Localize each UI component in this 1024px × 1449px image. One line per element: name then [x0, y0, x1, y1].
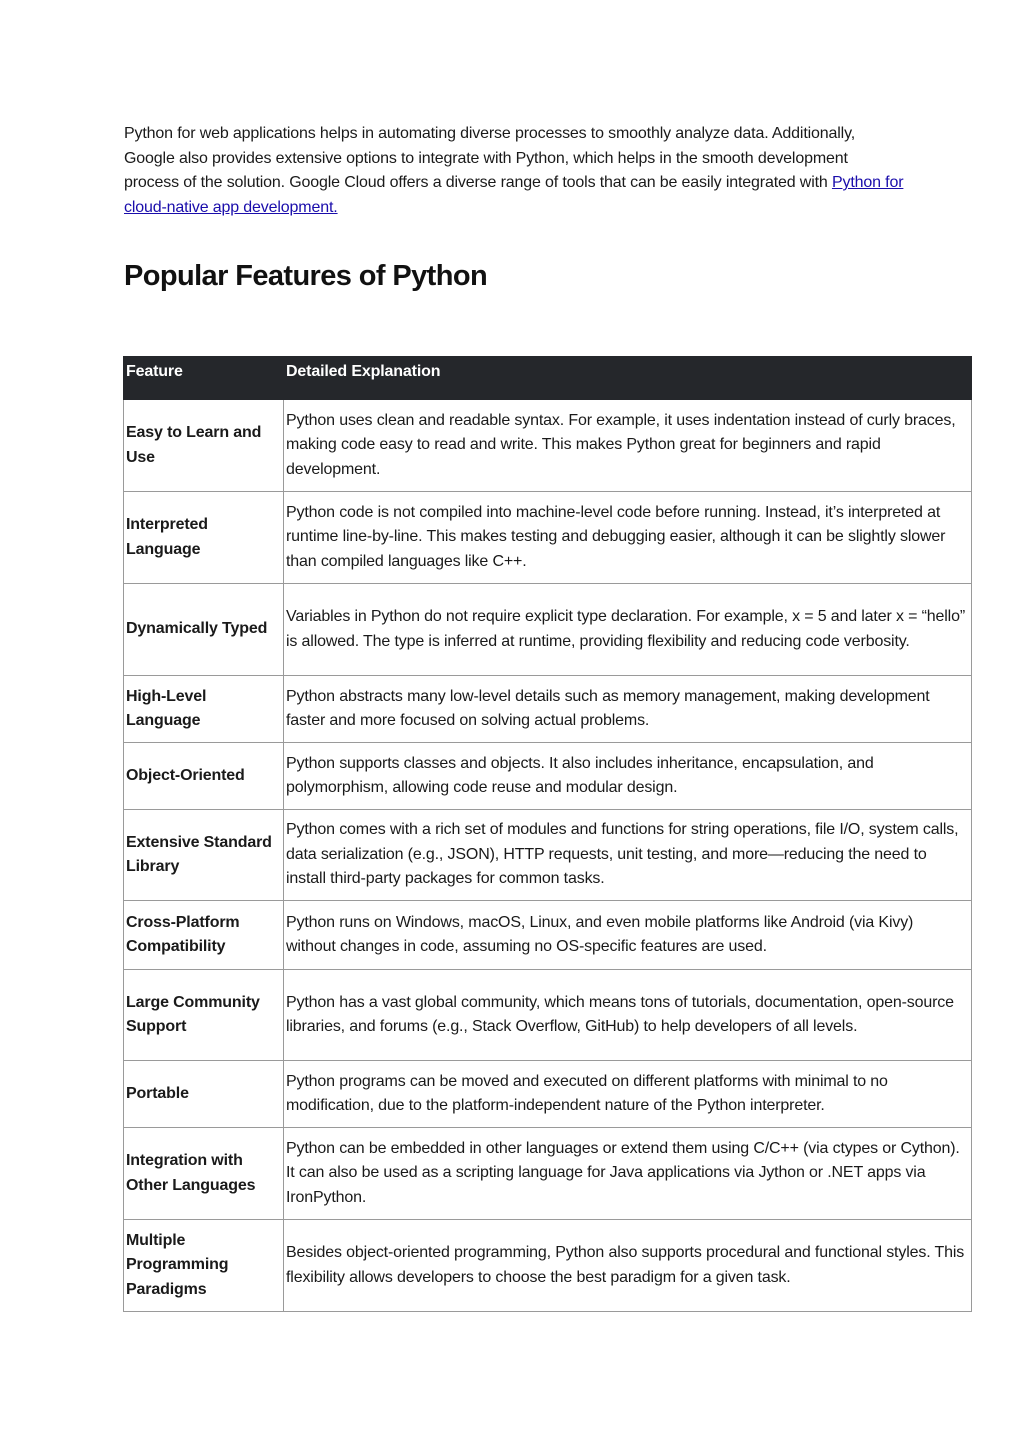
feature-cell: Interpreted Language: [124, 492, 284, 584]
table-row: [124, 1061, 972, 1128]
table-row: [124, 1220, 972, 1312]
explanation-cell: Python supports classes and objects. It also includes inheritance, encapsulation, and polymorphism, allowing code reuse and modular design.: [284, 743, 972, 810]
table-row: [124, 743, 972, 810]
explanation-cell: Python has a vast global community, which means tons of tutorials, documentation, open-source libraries, and forums (e.g., Stack Overflow, GitHub) to help developers of all levels.: [284, 970, 972, 1061]
explanation-cell: Besides object-oriented programming, Python also supports procedural and functional styles. This flexibility allows developers to choose the best paradigm for a given task.: [284, 1220, 972, 1312]
explanation-cell: Python uses clean and readable syntax. For example, it uses indentation instead of curly braces, making code easy to read and write. This makes Python great for beginners and rapid development.: [284, 400, 972, 492]
table-row: [124, 970, 972, 1061]
feature-cell: Object-Oriented: [124, 743, 284, 810]
header-explanation: Detailed Explanation: [284, 357, 972, 400]
table-row: [124, 676, 972, 743]
feature-cell: Multiple Programming Paradigms: [124, 1220, 284, 1312]
feature-cell: Cross-Platform Compatibility: [124, 901, 284, 970]
table-row: [124, 400, 972, 492]
table-row: [124, 901, 972, 970]
explanation-cell: Python can be embedded in other languages or extend them using C/C++ (via ctypes or Cython). It can also be used as a scripting language for Java applications via Jython or .NET apps via IronPython.: [284, 1128, 972, 1220]
table-row: [124, 584, 972, 676]
table-row: [124, 1128, 972, 1220]
feature-cell: Extensive Standard Library: [124, 810, 284, 901]
table-row: [124, 492, 972, 584]
intro-paragraph: [124, 122, 904, 220]
feature-cell: Easy to Learn and Use: [124, 400, 284, 492]
feature-cell: Large Community Support: [124, 970, 284, 1061]
explanation-cell: Python programs can be moved and executed on different platforms with minimal to no modification, due to the platform-independent nature of the Python interpreter.: [284, 1061, 972, 1128]
intro-text: Python for web applications helps in automating diverse processes to smoothly analyze data. Additionally, Google also provides extensive options to integrate with Python, which helps in the smooth development process of the solution. Google Cloud offers a diverse range of tools that can be easily integrated with: [124, 125, 856, 191]
explanation-cell: Python abstracts many low-level details such as memory management, making development faster and more focused on solving actual problems.: [284, 676, 972, 743]
feature-cell: High-Level Language: [124, 676, 284, 743]
explanation-cell: Python comes with a rich set of modules and functions for string operations, file I/O, system calls, data serialization (e.g., JSON), HTTP requests, unit testing, and more—reducing the need to install third-party packages for common tasks.: [284, 810, 972, 901]
feature-cell: Portable: [124, 1061, 284, 1128]
header-feature: Feature: [124, 357, 284, 400]
feature-cell: Dynamically Typed: [124, 584, 284, 676]
features-table: [123, 356, 972, 1312]
section-heading: Popular Features of Python: [124, 260, 488, 292]
explanation-cell: Python runs on Windows, macOS, Linux, and even mobile platforms like Android (via Kivy) without changes in code, assuming no OS-specific features are used.: [284, 901, 972, 970]
explanation-cell: Python code is not compiled into machine-level code before running. Instead, it’s interpreted at runtime line-by-line. This makes testing and debugging easier, although it can be slightly slower than compiled languages like C++.: [284, 492, 972, 584]
explanation-cell: Variables in Python do not require explicit type declaration. For example, x = 5 and later x = “hello” is allowed. The type is inferred at runtime, providing flexibility and reducing code verbosity.: [284, 584, 972, 676]
feature-cell: Integration with Other Languages: [124, 1128, 284, 1220]
table-header-row: [124, 357, 972, 400]
table-row: [124, 810, 972, 901]
cloud-native-link[interactable]: Python for cloud-native app development.: [124, 174, 904, 216]
